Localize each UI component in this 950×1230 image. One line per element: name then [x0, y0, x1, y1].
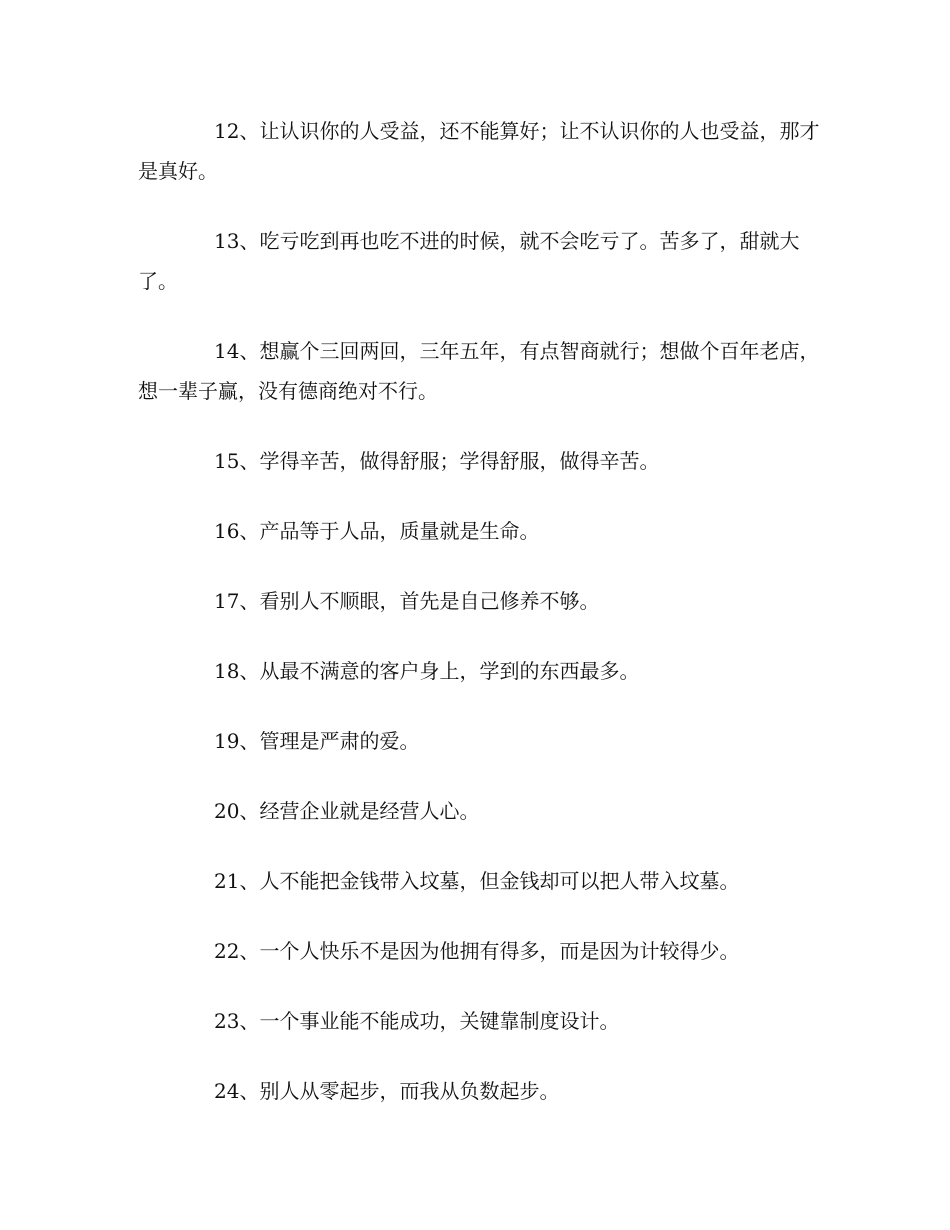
quote-paragraph-24: 24、别人从零起步，而我从负数起步。: [214, 1079, 560, 1103]
quote-paragraph-12: 12、让认识你的人受益，还不能算好；让不认识你的人也受益，那才是真好。: [138, 119, 820, 183]
quote-paragraph-15: 15、学得辛苦，做得舒服；学得舒服，做得辛苦。: [214, 449, 660, 473]
quote-paragraph-16: 16、产品等于人品，质量就是生命。: [214, 519, 540, 543]
quote-paragraph-20: 20、经营企业就是经营人心。: [214, 799, 480, 823]
quote-paragraph-19: 19、管理是严肃的爱。: [214, 729, 420, 753]
quote-paragraph-17: 17、看别人不顺眼，首先是自己修养不够。: [214, 589, 600, 613]
quote-paragraph-21: 21、人不能把金钱带入坟墓，但金钱却可以把人带入坟墓。: [214, 869, 740, 893]
quote-paragraph-22: 22、一个人快乐不是因为他拥有得多，而是因为计较得少。: [214, 939, 740, 963]
quote-paragraph-18: 18、从最不满意的客户身上，学到的东西最多。: [214, 659, 640, 683]
quote-paragraph-23: 23、一个事业能不能成功，关键靠制度设计。: [214, 1009, 620, 1033]
document-body: [138, 111, 838, 1141]
quote-paragraph-13: 13、吃亏吃到再也吃不进的时候，就不会吃亏了。苦多了，甜就大了。: [138, 229, 800, 293]
quote-paragraph-14: 14、想赢个三回两回，三年五年，有点智商就行；想做个百年老店，想一辈子赢，没有德商绝对不行。: [138, 339, 820, 403]
